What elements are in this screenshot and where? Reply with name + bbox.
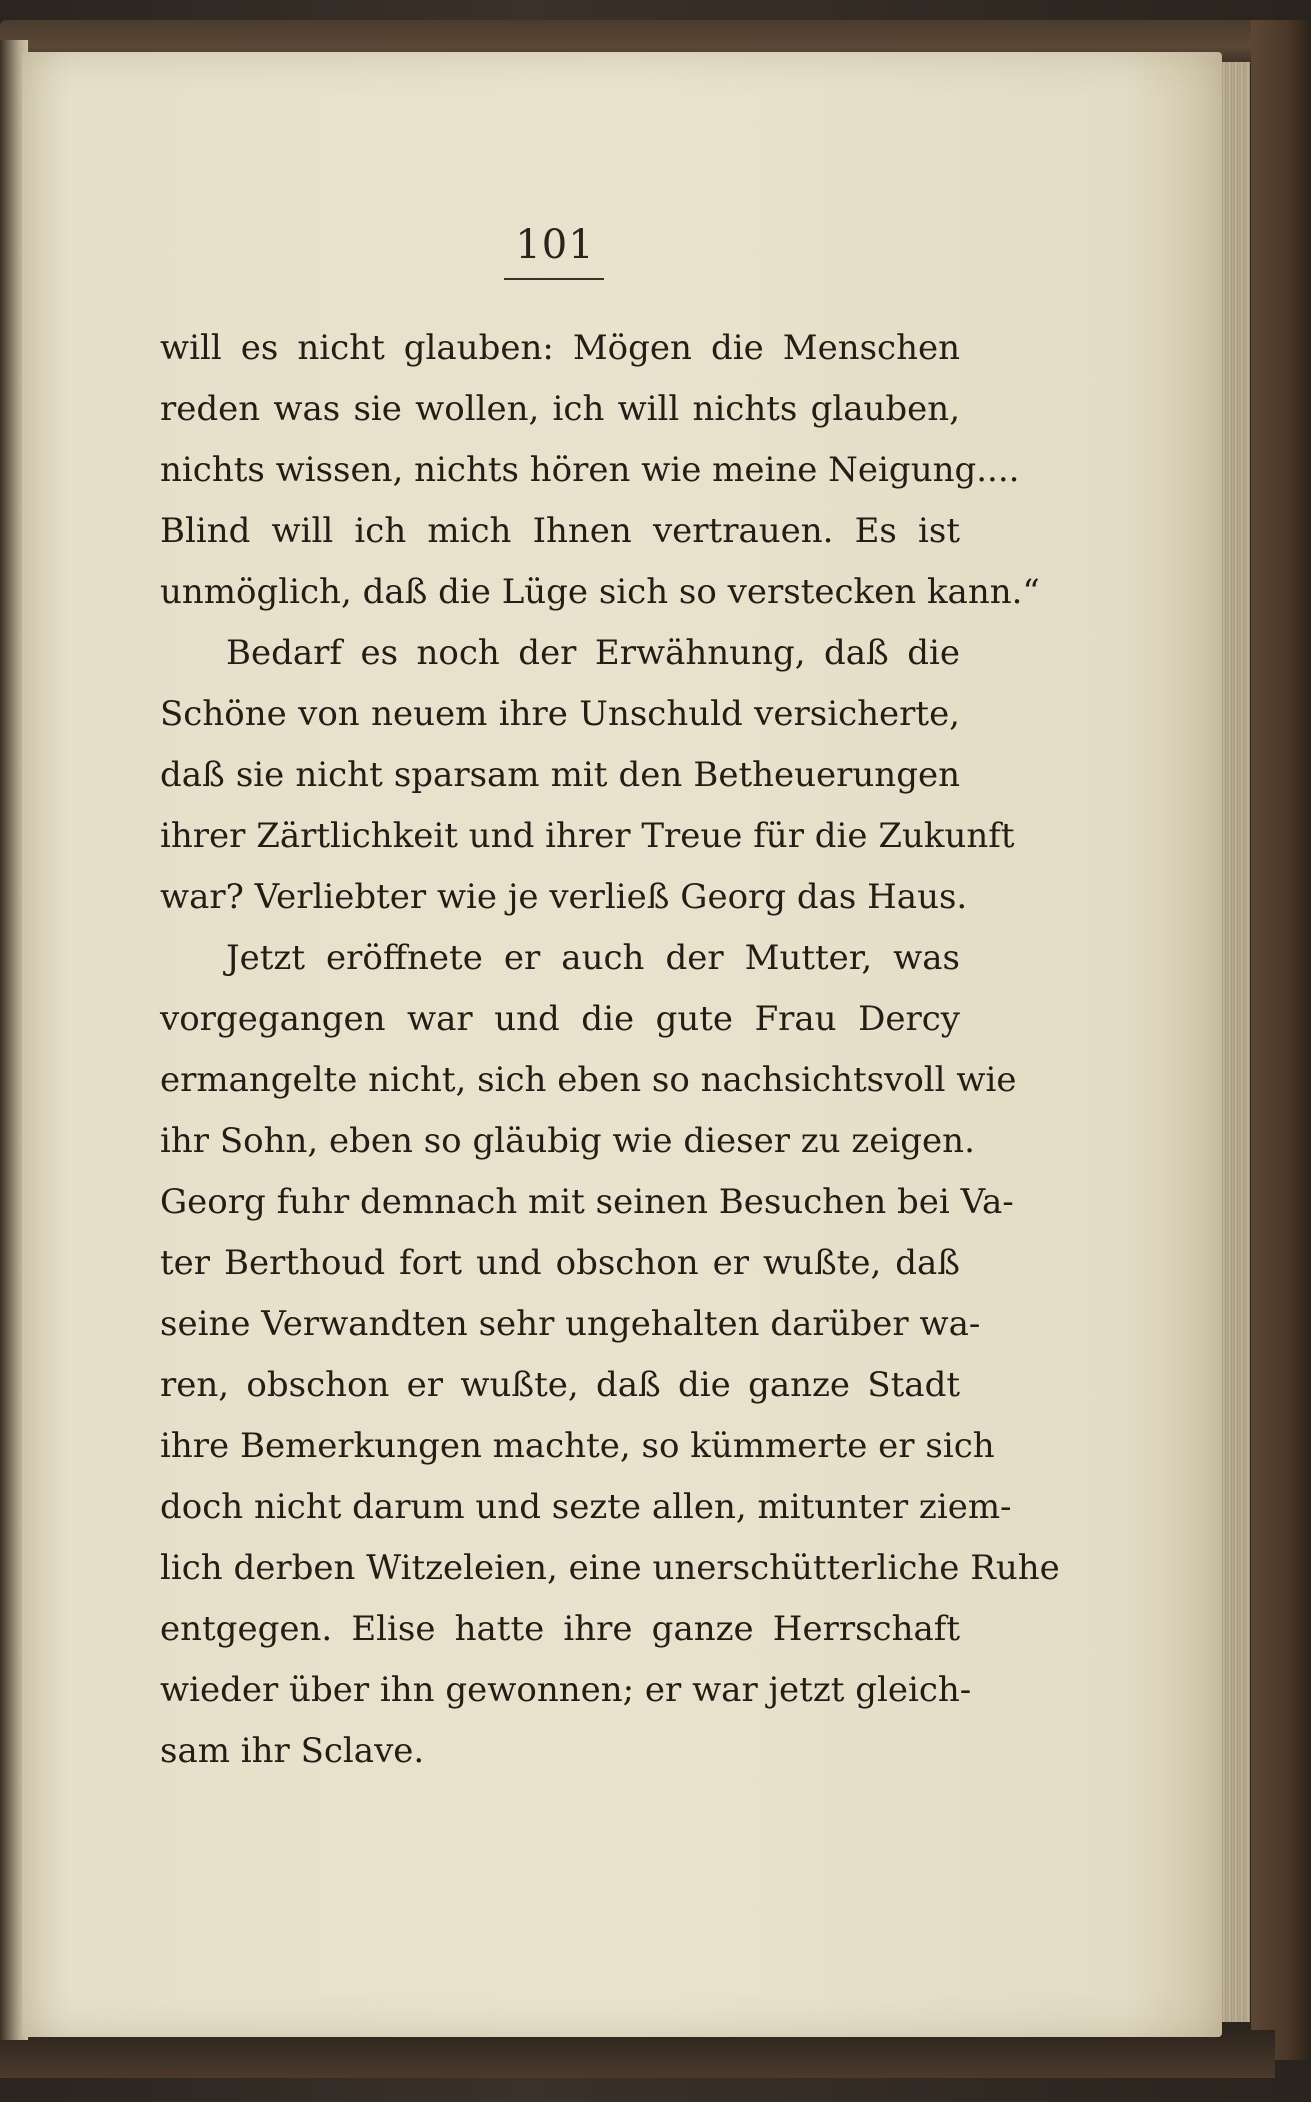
- book-cover-right: [1251, 20, 1311, 2060]
- text-line: doch nicht darum und sezte allen, mitunter ziem-: [160, 1487, 1012, 1527]
- text-line: war? Verliebter wie je verließ Georg das Haus.: [160, 877, 968, 917]
- body-text: [160, 318, 1060, 1782]
- text-line: vorgegangen war und die gute Frau Dercy: [160, 999, 960, 1039]
- text-line: Jetzt eröffnete er auch der Mutter, was: [226, 938, 960, 978]
- text-line: lich derben Witzeleien, eine unerschütterliche Ruhe: [160, 1548, 1060, 1588]
- text-line: Schöne von neuem ihre Unschuld versicherte,: [160, 694, 960, 734]
- text-line: Bedarf es noch der Erwähnung, daß die: [226, 633, 960, 673]
- text-line: will es nicht glauben: Mögen die Menschen: [160, 328, 960, 368]
- text-line: unmöglich, daß die Lüge sich so verstecken kann.“: [160, 572, 1040, 612]
- book-cover-bottom: [0, 2030, 1275, 2078]
- text-line: entgegen. Elise hatte ihre ganze Herrschaft: [160, 1609, 960, 1649]
- text-line: ter Berthoud fort und obschon er wußte, daß: [160, 1243, 960, 1283]
- text-line: Georg fuhr demnach mit seinen Besuchen bei Va-: [160, 1182, 1014, 1222]
- text-line: ihr Sohn, eben so gläubig wie dieser zu zeigen.: [160, 1121, 975, 1161]
- text-line: sam ihr Sclave.: [160, 1731, 425, 1771]
- text-line: nichts wissen, nichts hören wie meine Neigung....: [160, 450, 1020, 490]
- text-line: ren, obschon er wußte, daß die ganze Stadt: [160, 1365, 960, 1405]
- text-line: seine Verwandten sehr ungehalten darüber wa-: [160, 1304, 981, 1344]
- page-number-rule: [504, 278, 604, 280]
- text-line: ihrer Zärtlichkeit und ihrer Treue für die Zukunft: [160, 816, 1015, 856]
- text-line: ermangelte nicht, sich eben so nachsichtsvoll wie: [160, 1060, 1017, 1100]
- text-line: reden was sie wollen, ich will nichts glauben,: [160, 389, 960, 429]
- page-number: 101: [515, 222, 595, 268]
- text-line: daß sie nicht sparsam mit den Betheuerungen: [160, 755, 960, 795]
- text-line: Blind will ich mich Ihnen vertrauen. Es ist: [160, 511, 960, 551]
- text-line: wieder über ihn gewonnen; er war jetzt gleich-: [160, 1670, 972, 1710]
- text-line: ihre Bemerkungen machte, so kümmerte er sich: [160, 1426, 995, 1466]
